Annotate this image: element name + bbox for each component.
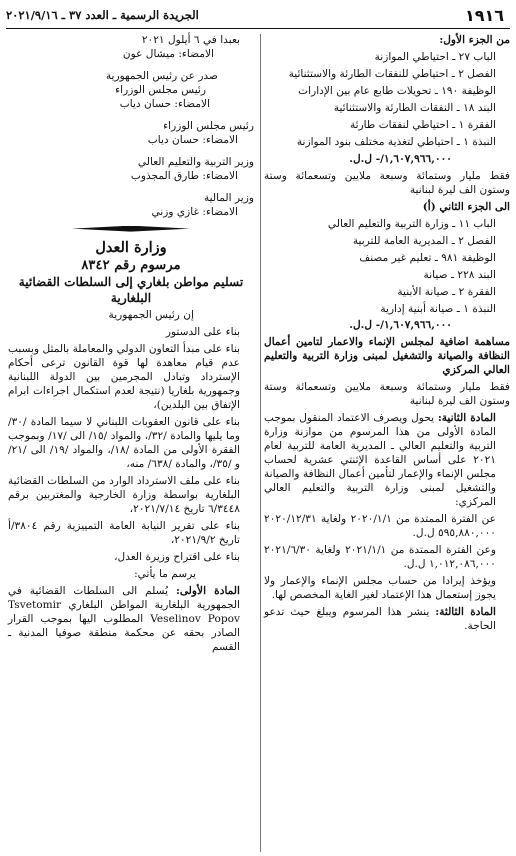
receipt-text: ويؤخذ إيرادا من حساب مجلس الإنماء والإعمار ولا يجوز إستعمال هذا الإعتماد لغير الغاية المخصص لها. <box>264 574 496 601</box>
page-number: ١٩١٦ <box>464 6 504 25</box>
contribution-title: مساهمة اضافية لمجلس الإنماء والاعمار لتامين أعمال النظافة والصيانة والتشغيل لمبنى وزارة التربية والتعليم العالي المركزي <box>264 336 510 377</box>
budget-line: النبذة ١ ـ احتياطي لتغذية مختلف بنود الموازنة <box>296 135 496 148</box>
period-line: عن الفترة الممتدة من ٢٠٢٠/١/١ ولغاية ٢٠٢٠/١٢/٣١ ٥٩٥,٨٨٠,٠٠٠ ل.ل. <box>264 513 497 540</box>
amount-words: فقط مليار وستمائة وسبعة ملايين وتسعمائة وستة وستون الف ليرة لبنانية <box>264 381 510 408</box>
preamble: بناء على ملف الاسترداد الوارد من السلطات القضائية البلغارية بواسطة وزارة الخارجية والمغتربين برقم ٦/٣٤٤٨ تاريخ ٢٠٢١/٧/١٤، <box>8 475 240 515</box>
article-text: يُسلم الى السلطات القضائية في الجمهورية البلغارية المواطن البلغاري <box>8 584 240 611</box>
page-header <box>6 2 510 29</box>
article-1 <box>8 585 254 655</box>
budget-line: الوظيفة ٩٨١ ـ تعليم غير مصنف <box>359 251 496 264</box>
budget-line: الفصل ٢ ـ المديرية العامة للتربية <box>352 234 496 247</box>
budget-line: البند ١٨ ـ النفقات الطارئة والاستثنائية <box>333 101 496 114</box>
issued-by: صدر عن رئيس الجمهورية <box>105 69 218 82</box>
period-amount: ١,٠١٢,٠٨٦,٠٠٠ ل.ل. <box>403 557 496 570</box>
budget-line: النبذة ١ ـ صيانة أبنية إدارية <box>380 302 496 315</box>
preamble: بناء على الدستور <box>165 326 240 339</box>
left-column <box>8 34 254 655</box>
right-column <box>264 34 510 634</box>
preamble: إن رئيس الجمهورية <box>108 309 194 322</box>
budget-line: الفقرة ١ ـ احتياطي لنفقات طارئة <box>349 118 496 131</box>
preamble: بناء على مبدأ التعاون الدولي والمعاملة بالمثل وبسبب عدم قيام معاهدة لها قوة القانون ترعى أحكام الإسترداد وتبادل المجرمين بين الدولة اللبنانية وجمهورية بلغاريا (نتيجة لعدم استكمال اجراءات ابرام الإتفاق بين البلدين)، <box>8 343 240 412</box>
budget-line: الوظيفة ١٩٠ ـ تحويلات طابع عام بين الإدارات <box>298 84 496 97</box>
preamble: بناء على تقرير النيابة العامة التمييزية رقم ٣٨٠٤/أ تاريخ ٢٠٢١/٩/٢، <box>8 519 240 546</box>
amount-words: فقط مليار وستمائة وسبعة ملايين وتسعمائة وستة وستون الف ليرة لبنانية <box>264 169 510 196</box>
person-name: Veselinov Popov <box>150 612 240 625</box>
amount-figure: ١,٦٠٧,٩٦٦,٠٠٠/- ل.ل. <box>349 152 452 165</box>
article-label: المادة الثالثة: <box>435 605 496 618</box>
budget-line: الباب ١١ ـ وزارة التربية والتعليم العالي <box>327 217 496 230</box>
column-divider <box>260 34 261 852</box>
budget-line: الفصل ٢ ـ احتياطي للنفقات الطارئة والاستثنائية <box>288 67 496 80</box>
preamble: بناء على قانون العقوبات اللبناني لا سيما المادة /٣٠/ وما يليها والمادة /٣٢/، والمواد /١٥/ الى /١٧/ وبموجب الفقرة الأولى من المادة /١٨/، والمواد /١٩/ الى /٢١/ و /٣٥/، والمادة /٦٣٨/ منه، <box>8 416 241 471</box>
budget-line: الفقرة ٢ ـ صيانة الأبنية <box>397 285 496 298</box>
article-label: المادة الثانية: <box>437 412 497 425</box>
decrees-line: يرسم ما يأتي: <box>134 567 196 580</box>
signatory-title: وزير التربية والتعليم العالي <box>137 155 254 168</box>
person-name: Tsvetomir <box>8 598 62 611</box>
signatory-title: رئيس مجلس الوزراء <box>163 119 254 132</box>
article-2 <box>264 412 510 510</box>
period-amount: ٥٩٥,٨٨٠,٠٠٠ ل.ل. <box>412 527 496 540</box>
budget-line: الباب ٢٧ ـ احتياطي الموازنة <box>374 50 496 63</box>
section-separator <box>72 226 190 232</box>
period-line: وعن الفترة الممتدة من ٢٠٢١/١/١ ولغاية ٢٠٢١/٦/٣٠ ١,٠١٢,٠٨٦,٠٠٠ ل.ل. <box>264 544 496 570</box>
preamble: بناء على اقتراح وزيرة العدل، <box>114 550 240 563</box>
to-part-heading: الى الجزء الثاني (أ) <box>422 200 510 213</box>
signature: الامضاء: حسان دياب <box>119 97 210 110</box>
signature: الامضاء: ميشال عون <box>122 47 214 60</box>
article-label: المادة الأولى: <box>175 584 240 597</box>
date-line: بعبدا في ٦ أيلول ٢٠٢١ <box>141 34 240 46</box>
signature: الامضاء: غازي وزني <box>151 205 238 218</box>
ministry-heading: وزارة العدل <box>95 238 167 256</box>
article-text: ينشر هذا المرسوم ويبلغ حيث تدعو الحاجة. <box>264 605 496 632</box>
article-3 <box>264 606 510 634</box>
amount-figure: ١,٦٠٧,٩٦٦,٠٠٠/- ل.ل. <box>349 319 452 332</box>
from-part-heading: من الجزء الأول: <box>439 34 510 46</box>
signatory-title: وزير المالية <box>203 191 254 204</box>
decree-title: تسليم مواطن بلغاري إلى السلطات القضائية البلغارية <box>18 275 244 306</box>
gazette-title: الجريدة الرسمية ـ العدد ٣٧ ـ ٢٠٢١/٩/١٦ <box>6 8 199 22</box>
article-text: يحول ويصرف الاعتماد المنقول بموجب المادة الأولى من هذا المرسوم من موازنة وزارة التربية والتعليم العالي ـ المديرية العامة للتربية لعام ٢٠٢١ على أساس القاعدة الإثنتي عشرية لحساب مجلس الإنماء والإعمار لتأمين أعمال النظافة والصيانة والتشغيل لمبنى وزارة التربية والتعليم العالي المركزي: <box>264 412 496 509</box>
signature: الامضاء: طارق المجذوب <box>130 169 238 182</box>
decree-number: مرسوم رقم ٨٣٤٢ <box>81 257 181 273</box>
budget-line: البند ٢٢٨ ـ صيانة <box>423 268 496 281</box>
signatory-title: رئيس مجلس الوزراء <box>115 83 206 96</box>
article-text: المطلوب اليها بموجب القرار الصادر بحقه عن محكمة منطقة صوفيا المدنية ـ القسم <box>8 612 240 653</box>
signature: الامضاء: حسان دياب <box>147 133 238 146</box>
